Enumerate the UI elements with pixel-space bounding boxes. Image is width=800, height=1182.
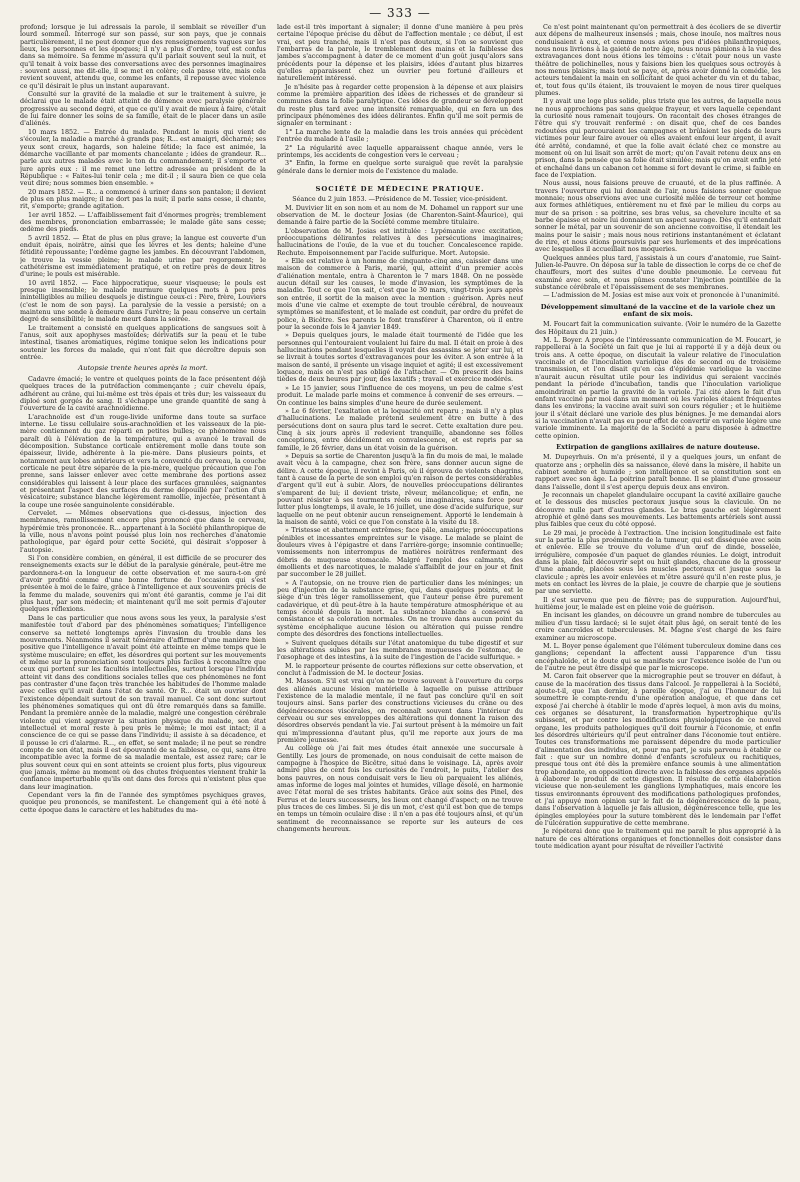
paragraph: » A l'autopsie, on ne trouve rien de particulier dans les méninges; un peu d'injection de la substance grise, qui, dans quelques points, est le siège d'un très léger ramollissement, que l'auteur pense être purement cadavérique, et dû peut-être à la haute température atmosphérique et au temps écoulé depuis la mort. La substance blanche a conservé sa consistance et sa coloration normales. On ne trouve dans aucun point du système encéphalique aucune lésion ou altération qui puisse rendre compte des désordres des fonctions intellectuelles. <box>277 578 523 639</box>
paragraph: M. Caron fait observer que la micrographie peut se trouver en défaut, à cause de la macération des tissus dans l'alcool. Je rappellerai à la Société, ajoute-t-il, que l'an dernier, à pareille époque, j'ai eu l'honneur de lui soumettre le compte-rendu d'une opération analogue, et que dans cet exposé j'ai cherché à établir le mode d'après lequel, à mon avis du moins, ces organes se désaturent, la transformation hypertrophique qu'ils subissent, et par contre les modifications physiologiques de ce nouvel organe, les produits pathologiques qu'il doit fournir à l'économie, et enfin les désordres ultérieurs qu'il peut entraîner dans l'économie tout entière. Toutes ces transformations me paraissent dépendre du mode particulier d'alimentation des individus, et, pour ma part, je suis parvenu à établir ce fait : que sur un nombre donné d'enfants scrofuleux ou rachitiques, presque tous ont été dès la première enfance soumis à une alimentation trop abondante, en opposition directe avec la faiblesse des organes appelés à élaborer le produit de cette digestion. Il résulte de cette élaboration vicieuse que non-seulement les ganglions lymphatiques, mais encore les tissus environnants éprouvent des modifications pathologiques profondes, et j'ai appuyé mon opinion sur le fait de la dégénérescence de la peau, dans l'observation à laquelle je fais allusion, dégénérescence telle, que les épingles employées pour la suture tombèrent dès le lendemain par l'effet de l'ulcération suppurative de cette membrane. <box>535 672 781 828</box>
paragraph: 3° Enfin, la forme en quelque sorte suraiguë que revêt la paralysie générale dans le dernier mois de l'existence du malade. <box>277 159 523 175</box>
paragraph: L'arachnoïde est d'un rouge-livide uniforme dans toute sa surface interne. Le tissu cellulaire sous-arachnoïdien et les vaisseaux de la pie-mère contiennent du gaz réparti en petites bulles; ce phénomène nous paraît dû à l'élévation de la température, qui a avancé le travail de décomposition. Substance corticale entièrement molle dans toute son épaisseur, livide, adhérente à la pie-mère. Dans plusieurs points, et notamment aux lobes antérieurs et vers la convexité du cerveau, la couche corticale ne peut être séparée de la pie-mère, quelque précaution que l'on prenne, sans laisser enlever avec cette membrane des portions assez considérables qui laissent à leur place des surfaces granulées, saignantes et présentant l'aspect des surfaces du derme dépouillé par l'action d'un vésicatoire; substance blanche légèrement ramollie, injectée, présentant à la coupe une rosée sanguinolente considérable. <box>20 412 266 509</box>
paragraph: Cervelet. — Mêmes observations que ci-dessus, injection des membranes, ramollissement encore plus prononcé que dans le cerveau, hypérémie très prononcée. R... appartenant à la Société philanthropique de la ville, nous n'avons point poussé plus loin nos recherches d'anatomie pathologique, par égard pour cette Société, qui désirait s'opposer à l'autopsie. <box>20 509 266 554</box>
session-line: Séance du 2 juin 1853. —Présidence de M. Tessier, vice-président. <box>292 195 508 204</box>
paragraph: — L'admission de M. Josias est mise aux voix et prononcée à l'unanimité. <box>543 291 780 300</box>
paragraph: M. Dupeyrhuis. On m'a présenté, il y a quelques jours, un enfant de quatorze ans ; orphelin dès sa naissance, élevé dans la misère, il habite un cabinet sombre et humide ; son intelligence et sa constitution sont en rapport avec son âge. La poitrine paraît bonne. Il se plaint d'une grosseur dans l'aisselle, dont il s'est aperçu depuis deux ans environ. <box>535 453 781 491</box>
paragraph: M. le rapporteur présente de courtes réflexions sur cette observation, et conclut à l'admission de M. le docteur Josias. <box>277 661 523 677</box>
paragraph: Je n'hésite pas à regarder cette propension à la dépense et aux plaisirs comme la première apparition des idées de richesses et de grandeur si communes dans la folie paralytique. Ces idées de grandeur se développent du reste plus tard avec une intensité remarquable, qui en fera un des principaux phénomènes des idées délirantes. Enfin qu'il me soit permis de signaler en terminant : <box>277 82 523 128</box>
paragraph: 1° La marche lente de la maladie dans les trois années qui précèdent l'entrée du malade à l'asile ; <box>277 127 523 144</box>
paragraph: 2° La régularité avec laquelle apparaissent chaque année, vers le printemps, les accidents de congestion vers le cerveau ; <box>277 143 523 159</box>
column-1 <box>20 24 266 1174</box>
paragraph: » Tristesse et abattement extrêmes; face pâle, amaigrie; préoccupations pénibles et incessantes empreintes sur le visage. Le malade se plaint de douleurs vives à l'épigastre et dans l'arrière-gorge; insomnie continuelle; vomissements non interrompus de matières noirâtres renfermant des débris de muqueuse stomacale. Malgré l'emploi des calmants, des émollients et des narcotiques, le malade s'affaiblit de jour en jour et finit par succomber le 28 juillet. <box>277 526 523 579</box>
subsection-heading: Extirpation de ganglions axillaires de nature douteuse. <box>556 442 760 451</box>
paragraph: M. L. Boyer. A propos de l'intéressante communication de M. Foucart, je rappellerai à la Société un fait que je lui ai rapporté il y a déjà deux ou trois ans. A cette époque, on discutait la valeur relative de l'inoculation vaccinale et de l'inoculation variolique dès de second ou de troisième transmission, et l'on disait qu'en cas d'épidémie variolique la vaccine n'aurait aucun résultat utile pour les individus qui seraient vaccinés pendant la période d'incubation, tandis que l'inoculation variolique amoindrirait en partie la gravité de la variole. J'ai cité alors le fait d'un enfant vacciné par moi dans un moment où les varioles étaient fréquentes dans les environs; la vaccine avait suivi son cours régulier ; et le huitième jour il s'était déclaré une variole des plus bénignes. Je me demandai alors si la vaccination n'avait pas eu pour effet de convertir en variole légère une variole imminente. La majorité de la Société a paru disposée à admettre cette opinion. <box>535 336 781 440</box>
paragraph: » Le 15 janvier, sous l'influence de ces moyens, un peu de calme s'est produit. Le malade parle moins et commence à convenir de ses erreurs. — On continue les bains simples d'une heure de durée seulement. <box>277 383 523 407</box>
paragraph: Cadavre émacié; le ventre et quelques points de la face présentent déjà quelques traces de la putréfaction commençante ; cuir chevelu épais, adhérent au crâne, qui lui-même est très épais et très dur; les vaisseaux du diploé sont gorgés de sang. Il s'échappe une grande quantité de sang à l'ouverture de la cavité arachnoïdienne. <box>20 374 266 413</box>
paragraph: Nous aussi, nous faisions preuve de cruauté, et de la plus raffinée. A travers l'ouverture qui lui donnait de l'air, nous faisions sonner quelque monnaie; nous observions avec une curiosité mêlée de terreur cet homme aux formes athlétiques, entièrement nu et fixé par le milieu du corps au mur de sa prison : sa poitrine, ses bras velus, sa chevelure inculte et sa barbe épaisse et noire lui donnaient un aspect sauvage. Dès qu'il entendait sonner le métal, par un souvenir de son ancienne convoitise, il étendait les mains pour le saisir ; mais nous nous retirions instantanément et éclatant de rire, et nous étions poursuivis par ses hurlements et des imprécations avec lesquelles il accueillait nos moqueries. <box>535 179 781 254</box>
paragraph: Je répéterai donc que le traitement qui me paraît le plus approprié à la nature de ces altérations organiques et fonctionnelles doit consister dans toute médication ayant pour résultat de réveiller l'activité <box>535 827 781 851</box>
column-2 <box>277 24 523 1174</box>
paragraph: Cependant vers la fin de l'année des symptômes psychiques graves, quoique peu prononcés, se manifestent. Le changement qui a été noté à cette époque dans le caractère et les habitudes du ma- <box>20 791 266 814</box>
paragraph: Dans le cas particulier que nous avons sous les yeux, la paralysie s'est manifestée tout d'abord par des phénomènes somatiques; l'intelligence conserve sa netteté longtemps après l'invasion du trouble dans les mouvements. Néanmoins il serait téméraire d'affirmer d'une manière bien positive que l'intelligence n'avait point été atteinte en même temps que le système musculaire; en effet, les désordres qui portent sur les mouvements et même sur la prononciation sont toujours plus faciles à reconnaître que ceux qui portent sur les facultés intellectuelles, surtout lorsque l'individu atteint vit dans des conditions sociales telles que ces phénomènes ne font pas contraster d'une façon très tranchée les habitudes de l'homme malade avec celles qu'il avait dans l'état de santé. Or R... était un ouvrier dont l'existence dépendait surtout de son travail manuel. Ce sont donc surtout les phénomènes somatiques qui ont dû être remarqués dans sa famille. Pendant la première année de la maladie, malgré une congestion cérébrale violente qui vient aggraver la situation physique du malade, son état intellectuel et moral reste à peu près le même; le moi est intact; il a conscience de ce qui se passe dans l'individu; il assiste à sa décadence, et il pousse le cri d'alarme. R..., en effet, se sent malade; il ne peut se rendre compte de son état, mais il est épouvanté de sa faiblesse, ce qui, sans être incompatible avec la forme de sa maladie mentale, est assez rare; car le plus souvent ceux qui en sont atteints se croient plus forts, plus vigoureux que jamais, même au moment où des chutes fréquentes viennent trahir la confiance imperturbable qu'ils ont dans des forces qui n'existent plus que dans leur imagination. <box>20 613 266 791</box>
paragraph: M. Masson. S'il est vrai qu'on ne trouve souvent à l'ouverture du corps des aliénés aucune lésion matérielle à laquelle on puisse attribuer l'existence de la maladie mentale, il ne faut pas conclure qu'il en soit toujours ainsi. Sans parler des constructions vicieuses du crâne ou des dégénérescences viscérales, on reconnaît souvent dans l'intérieur du cerveau ou sur ses enveloppes des altérations qui donnent la raison des désordres observés pendant la vie. J'ai surtout présent à la mémoire un fait qui m'impressionna d'autant plus, qu'il me reporte aux jours de ma première jeunesse. <box>277 677 523 744</box>
paragraph: Je reconnais un chapelet glandulaire occupant la cavité axillaire gauche et le dessous des muscles pectoraux jusque sous la clavicule. On ne découvre nulle part d'autres glandes. Le bras gauche est légèrement atrophié et gêné dans ses mouvements. Les battements artériels sont aussi plus faibles que ceux du côté opposé. <box>535 490 781 529</box>
page-number: — 333 — <box>369 6 431 20</box>
paragraph: Au collège où j'ai fait mes études était annexée une succursale à Gentilly. Les jours de promenade, on nous conduisait de cette maison de campagne à l'hospice de Bicêtre, situé dans le voisinage. Là, après avoir admiré plus de cent fois les curiosités de l'endroit, le puits, l'atelier des bons pauvres, on nous conduisait vers le lieu où parquaient les aliénés, amas informe de loges mal jointes et humides, village désolé, en harmonie avec l'état moral de ses tristes habitants. Grâce aux soins des Pinel, des Ferrus et de leurs successeurs, les lieux ont changé d'aspect; on ne trouve plus traces de ces limbes. Si je dis un mot, c'est qu'il est bon que de temps en temps un témoin oculaire dise : il n'en a pas été toujours ainsi, et qu'un sentiment de reconnaissance se reporte sur les auteurs de ces changements heureux. <box>277 744 523 834</box>
paragraph: M. L. Boyer pense également que l'élément tuberculeux domine dans ces ganglions; cependant la affectent aussi l'apparence d'un tissu encéphaloïde, et le doute qui se manifeste sur l'existence isolée de l'un ou de l'autre ne peut être dissipé que par le microscope. <box>535 641 781 672</box>
paragraph: profond; lorsque je lui adressais la parole, il semblait se réveiller d'un lourd sommeil. Interrogé sur son passé, sur son pays, que je connais particulièrement, il ne peut donner que des renseignements vagues sur les lieux, les personnes et les époques; il n'y a plus d'ordre, tout est confus dans sa mémoire. Sa femme m'assura qu'il parlait souvent seul la nuit, et qu'il tenait à voix basse des conversations avec des personnes imaginaires : souvent aussi, me dit-elle, il se met en colère; cela passe vite, mais cela revient souvent, attendu que, comme les enfants, il repousse avec violence ce qu'il désirait le plus un instant auparavant. <box>20 24 266 90</box>
paragraph: Quelques années plus tard, j'assistais à un cours d'anatomie, rue Saint-Julien-le-Pauvre. On déposa sur la table de dissection le corps de ce chef de chauffeurs, mort des suites d'une double pneumonie. Le cerveau fut examiné avec soin, et nous pûmes constater l'injection pointillée de la substance cérébrale et l'épaississement de ses membranes. <box>535 253 781 292</box>
paragraph: L'observation de M. Josias est intitulée : Lypémanie avec excitation, préoccupations délirantes relatives à des persécutions imaginaires; hallucinations de l'ouïe, de la vue et du toucher. Concalescence rapide. Rechute. Empoisonnement par l'acide sulfurique. Mort. Autopsie. <box>277 226 523 257</box>
paragraph: lade est-il très important à signaler; il donne d'une manière à peu près certaine l'époque précise du début de l'affection mentale ; ce début, il est vrai, est peu tranché, mais il n'est pas douteux, si l'on se souvient que l'embarras de la parole, le tremblement des mains et la faiblesse des jambes s'accompagnent à dater de ce moment d'un goût jusqu'alors sans précédents pour la dépense et les plaisirs, idées d'autant plus bizarres qu'elles apparaissent chez un ouvrier peu fortuné d'ailleurs et naturellement intéressé. <box>277 24 523 83</box>
paragraph: » Depuis quelques jours, le malade était tourmenté de l'idée que les personnes qui l'entouraient voulaient lui faire du mal. Il était en proie à des hallucinations pendant lesquelles il voyait des assassins se jeter sur lui, et se livrait à toutes sortes d'extravagances pour les éviter. A son entrée à la maison de santé, il présente un visage inquiet et agité; il est excessivement loquace, mais on n'est pas obligé de l'attacher. — On prescrit des bains tièdes de deux heures par jour, des laxatifs ; travail et exercice modérés. <box>277 331 523 384</box>
paragraph: M. Foucart fait la communication suivante. (Voir le numéro de la Gazette des Hôpitaux du 21 juin.) <box>535 320 781 336</box>
paragraph: » Depuis sa sortie de Charenton jusqu'à la fin du mois de mai, le malade avait vécu à la campagne, chez son frère, sans donner aucun signe de délire. A cette époque, il revint à Paris, où il éprouva de violents chagrins, tant à cause de la perte de son emploi qu'en raison de pertes considérables d'argent qu'il eut à subir. Alors, de nouvelles préoccupations délirantes s'emparent de lui; il devient triste, rêveur, mélancolique; et enfin, ne pouvant résister à ses tourments réels ou imaginaires, sans force pour lutter plus longtemps, il avale, le 16 juillet, une dose d'acide sulfurique, sur laquelle on ne peut obtenir aucun renseignement. Apporté le lendemain à la maison de santé, voici ce que l'on constate à la visite du 18. <box>277 451 523 526</box>
paragraph: En incisant les glandes, on découvre un grand nombre de tubercules au milieu d'un tissu lardacé; si le sujet était plus âgé, on serait tenté de les croire cancroïdes et tuberculeuses. M. Magne s'est chargé de les faire examiner au microscope. <box>535 611 781 642</box>
divider <box>380 179 420 180</box>
section-heading: Autopsie trente heures après la mort. <box>78 364 208 373</box>
paragraph: 20 mars 1852. — R... a commencé à uriner dans son pantalon; il devient de plus en plus maigre; il ne dort pas la nuit; il parle sans cesse, il chante, rit, s'emporte; grande agitation. <box>20 187 266 211</box>
paragraph: 10 mars 1852. — Entrée du malade. Pendant le mois qui vient de s'écouler, la maladie a marché à grands pas; R... est amaigri, décharné; ses yeux sont creux, hagards, son haleine fétide; la face est animée, la démarche vacillante et par moments chancelante ; idées de grandeur. R... parle aux autres malades avec le ton du commandement; il s'emporte et jure après eux : il me remet une lettre adressée au président de la République : « Faites-lui tenir cela ; me dit-il ; il saura bien ce que cela veut dire; nous sommes bien ensemble. » <box>20 127 266 188</box>
subsection-heading: Développement simultané de la vaccine et de la variole chez un enfant de six mois. <box>540 302 776 319</box>
paragraph: Le traitement a consisté en quelques applications de sangsues soit à l'anus, soit aux apophyses mastoïdes; dérivatifs sur la peau et le tube intestinal, tisanes aromatiques, régime tonique selon les indications pour soutenir les forces du malade, qui n'ont fait que décroître depuis son entrée. <box>20 323 266 362</box>
paragraph: Il s'est survenu que peu de fièvre; pas de suppuration. Aujourd'hui, huitième jour, le malade est en pleine voie de guérison. <box>535 595 781 612</box>
society-heading: SOCIÉTÉ DE MÉDECINE PRATIQUE. <box>315 184 485 193</box>
paragraph: Il y avait une loge plus solide, plus triste que les autres, de laquelle nous ne nous approchions pas sans quelque frayeur, et vers laquelle cependant la curiosité nous ramenait toujours. On racontait des choses étranges de l'être qui s'y trouvait renfermé : on disait que, chef de ces bandes redoutées qui parcouraient les campagnes et brûlaient les pieds de leurs victimes pour leur faire avouer où elles avaient enfoui leur argent, il avait été arrêté, condamné, et que la folie avait éclaté chez ce monstre au moment où on lui lisait son arrêt de mort; qu'on l'avait retenu deux ans en prison, dans la pensée que sa folie était simulée; mais qu'on avait enfin jeté et enchaîné dans un cabanon cet homme si fort devant le crime, si faible en face de l'expiation. <box>535 97 781 179</box>
paragraph: 5 avril 1852. — État de plus en plus grave; la langue est couverte d'un enduit épais, noirâtre, ainsi que les lèvres et les dents; haleine d'une fétidité repoussante; l'œdème gagne les jambes. En découvrant l'abdomen, je trouve la vessie pleine; le malade urine par regorgement; le cathétérisme est immédiatement pratiqué, et on retire près de deux litres d'urine; le pouls est misérable. <box>20 233 266 279</box>
paragraph: Le 29 mai, je procède à l'extraction. Une incision longitudinale est faite sur la partie la plus proéminente de la tumeur, qui est disséquée avec soin et enlevée. Elle se trouve du volume d'un œuf de dinde, bosselée, irrégulière, composée d'un paquet de glandes réunies. Le doigt, introduit dans la plaie, fait découvrir sept ou huit glandes, chacune de la grosseur d'une amande, placées sous les muscles pectoraux et jusque sous la clavicule ; après les avoir enlevées et m'être assuré qu'il n'en reste plus, je mets en contact les lèvres de la plaie, je couvre de charpie que je soutiens par une serviette. <box>535 528 781 596</box>
paragraph: « Elle est relative à un homme de cinquante-cinq ans, caissier dans une maison de commerce à Paris, marié, qui, atteint d'un premier accès d'aliénation mentale, entra à Charenton le 7 mars 1848. On ne possède aucun détail sur les causes, le mode d'invasion, les symptômes de la maladie. Tout ce que l'on sait, c'est que le 30 mars, vingt-trois jours après son entrée, il sortit de la maison avec la mention : guérison. Après neuf mois d'une vie calme et exempte de tout trouble cérébral, de nouveaux symptômes se manifestent, et le malade est conduit, par ordre du préfet de police, à Bicêtre. Ses parents le font transférer à Charenton, où il entre pour la seconde fois le 4 janvier 1849. <box>277 256 523 332</box>
paragraph: » Suivent quelques détails sur l'état anatomique du tube digestif et sur les altérations subies par les membranes muqueuses de l'estomac, de l'œsophage et des intestins, à la suite de l'ingestion de l'acide sulfurique. » <box>277 638 523 662</box>
paragraph: M. Duvivier lit en son nom et au nom de M. Dohamel un rapport sur une observation de M. le docteur Josias (de Charenton-Saint-Maurice), qui demande à faire partie de la Société comme membre titulaire. <box>277 203 523 227</box>
column-3 <box>535 24 781 1174</box>
paragraph: 1er avril 1852. — L'affaiblissement fait d'énormes progrès; tremblement des membres, prononciation embarrassée; le malade gâte sans cesse; œdème des pieds. <box>20 210 266 234</box>
paragraph: Ce n'est point maintenant qu'on permettrait à des écoliers de se divertir aux dépens de malheureux insensés ; mais, chose inouïe, nos maîtres nous conduisaient à eux, et comme nous avions peu d'idées philanthropiques, nous nous livrions à la gaieté de notre âge, nous nous pâmions à la vue des extravagances dont nous étions les témoins : c'était pour nous un vaste théâtre de polichinelles, nous y faisions bien les quelques sous octroyés à nos menus plaisirs; mais tout se paye, et, après avoir donné la comédie, les acteurs tendaient la main en sollicitant de quoi acheter du vin et du tabac, et, tout fous qu'ils étaient, ils trouvaient le moyen de nous tirer quelques plumes. <box>535 24 781 98</box>
paragraph: Si l'on considère combien, en général, il est difficile de se procurer des renseignements exacts sur le début de la paralysie générale, peut-être me pardonnera-t-on la longueur de cette observation et me saura-t-on gré d'avoir profité comme d'une bonne fortune de l'occasion qui s'est présentée à moi de le faire, grâce à l'intelligence et aux souvenirs précis de la femme du malade, souvenirs qui m'ont été garantis, comme je l'ai dit plus haut, par son médecin; et maintenant qu'il me soit permis d'ajouter quelques réflexions. <box>20 554 266 614</box>
paragraph: 10 avril 1852. — Face hippocratique, sueur visqueuse; le pouls est presque insensible; le malade murmure quelques mots à peu près inintelligibles au milieu desquels je distingue ceux-ci : Père, frère, Louviers (c'est le nom de son pays). La paralysie de la vessie a persisté; on a maintenu une sonde à demeure dans l'urètre; la peau conserve un certain degré de sensibilité; le malade meurt dans la soirée. <box>20 278 266 324</box>
paragraph: Consulté sur la gravité de la maladie et sur le traitement à suivre, je déclarai que le malade était atteint de démence avec paralysie générale progressive au second degré, et que ce qu'il y avait de mieux à faire, c'était de lui faire donner les soins de sa famille, était de le placer dans un asile d'aliénés. <box>20 90 266 128</box>
paragraph: » Le 6 février, l'exaltation et la loquacité ont reparu ; mais il n'y a plus d'hallucinations. Le malade prétend seulement être en butte à des persécutions dont on saura plus tard le secret. Cette exaltation dure peu. Cinq à six jours après il redevient tranquille, abandonne ses folles conceptions, entre décidément en convalescence, et est repris par sa famille, le 26 février, dans un état voisin de la guérison. <box>277 406 523 452</box>
